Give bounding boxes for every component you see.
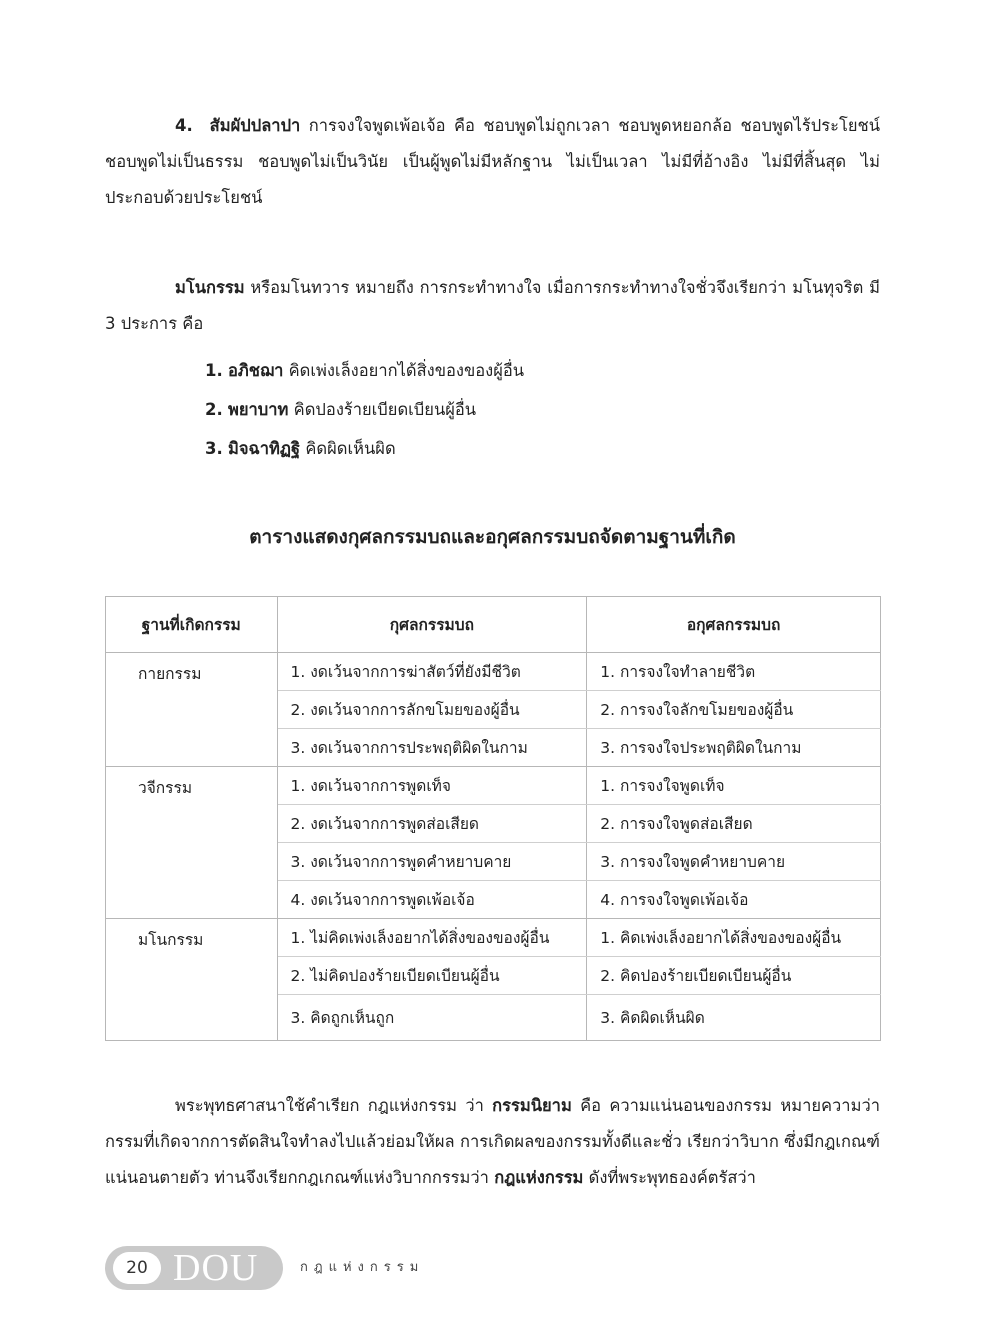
table-row [106,653,881,691]
wholesome-cell: 1. งดเว้นจากการพูดเท็จ [277,767,587,805]
unwholesome-cell: 1. การจงใจพูดเท็จ [587,767,881,805]
wholesome-cell: 3. งดเว้นจากการพูดคำหยาบคาย [277,843,587,881]
list-item [205,351,524,390]
list-item-desc: คิดผิดเห็นผิด [300,439,396,458]
closing-paragraph [105,1088,880,1196]
closing-text-1: พระพุทธศาสนาใช้คำเรียก กฎแห่งกรรม ว่า [175,1096,493,1115]
list-item [205,390,524,429]
unwholesome-cell: 2. การจงใจลักขโมยของผู้อื่น [587,691,881,729]
book-title: กฎแห่งกรรม [300,1260,425,1275]
wholesome-cell: 1. ไม่คิดเพ่งเล็งอยากได้สิ่งของของผู้อื่น [277,919,587,957]
wholesome-cell: 1. งดเว้นจากการฆ่าสัตว์ที่ยังมีชีวิต [277,653,587,691]
mano-term: มโนกรรม [175,278,245,297]
unwholesome-cell: 2. คิดปองร้ายเบียดเบียนผู้อื่น [587,957,881,995]
list-item-term: พยาบาท [228,400,289,419]
intro-item-term: สัมผัปปลาปา [209,116,301,135]
unwholesome-cell: 2. การจงใจพูดส่อเสียด [587,805,881,843]
base-cell-body: กายกรรม [106,653,278,767]
list-item-desc: คิดปองร้ายเบียดเบียนผู้อื่น [288,400,477,419]
wholesome-cell: 4. งดเว้นจากการพูดเพ้อเจ้อ [277,881,587,919]
wholesome-cell: 3. คิดถูกเห็นถูก [277,995,587,1041]
header-unwholesome: อกุศลกรรมบถ [587,597,881,653]
list-item-number: 2. [205,400,223,419]
header-wholesome: กุศลกรรมบถ [277,597,587,653]
mano-text: หรือมโนทวาร หมายถึง การกระทำทางใจ เมื่อการกระทำทางใจชั่วจึงเรียกว่า มโนทุจริต มี 3 ประการ คือ [105,278,880,333]
page-number: 20 [113,1252,161,1284]
closing-term-karma-niyama: กรรมนิยาม [492,1096,572,1115]
mano-list [205,351,524,468]
table-row [106,767,881,805]
list-item-number: 3. [205,439,223,458]
unwholesome-cell: 3. การจงใจพูดคำหยาบคาย [587,843,881,881]
intro-paragraph [105,108,880,216]
unwholesome-cell: 4. การจงใจพูดเพ้อเจ้อ [587,881,881,919]
closing-term-law-of-karma: กฎแห่งกรรม [494,1168,584,1187]
base-cell-speech: วจีกรรม [106,767,278,919]
wholesome-cell: 2. ไม่คิดปองร้ายเบียดเบียนผู้อื่น [277,957,587,995]
table-header-row [106,597,881,653]
footer-badge [105,1246,283,1290]
list-item-term: อภิชฌา [228,361,284,380]
base-cell-mind: มโนกรรม [106,919,278,1041]
mano-paragraph [105,270,880,342]
list-item-term: มิจฉาทิฏฐิ [228,439,301,458]
dou-logo: DOU [173,1247,259,1289]
unwholesome-cell: 3. การจงใจประพฤติผิดในกาม [587,729,881,767]
closing-text-3: ดังที่พระพุทธองค์ตรัสว่า [583,1168,756,1187]
closing-text-2: คือ ความแน่นอนของกรรม หมายความว่า กรรมที่เกิดจากการตัดสินใจทำลงไปแล้วย่อมให้ผล การเกิดผลของกรรมทั้งดีและชั่ว เรียกว่าวิบาก ซึ่งมีกฎเกณฑ์แน่นอนตายตัว ท่านจึงเรียกกฎเกณฑ์แห่งวิบากกรรมว่า [105,1096,880,1187]
unwholesome-cell: 3. คิดผิดเห็นผิด [587,995,881,1041]
list-item-desc: คิดเพ่งเล็งอยากได้สิ่งของของผู้อื่น [283,361,525,380]
list-item [205,429,524,468]
list-item-number: 1. [205,361,223,380]
karma-table [105,596,881,1041]
wholesome-cell: 2. งดเว้นจากการพูดส่อเสียด [277,805,587,843]
intro-item-text: การจงใจพูดเพ้อเจ้อ คือ ชอบพูดไม่ถูกเวลา ชอบพูดหยอกล้อ ชอบพูดไร้ประโยชน์ ชอบพูดไม่เป็นธรรม ชอบพูดไม่เป็นวินัย เป็นผู้พูดไม่มีหลักฐาน ไม่เป็นเวลา ไม่มีที่อ้างอิง ไม่มีที่สิ้นสุด ไม่ประกอบด้วยประโยชน์ [105,116,881,207]
unwholesome-cell: 1. คิดเพ่งเล็งอยากได้สิ่งของของผู้อื่น [587,919,881,957]
wholesome-cell: 2. งดเว้นจากการลักขโมยของผู้อื่น [277,691,587,729]
header-base: ฐานที่เกิดกรรม [106,597,278,653]
wholesome-cell: 3. งดเว้นจากการประพฤติผิดในกาม [277,729,587,767]
table-title: ตารางแสดงกุศลกรรมบถและอกุศลกรรมบถจัดตามฐานที่เกิด [249,526,736,548]
unwholesome-cell: 1. การจงใจทำลายชีวิต [587,653,881,691]
table-row [106,919,881,957]
intro-item-number: 4. [175,116,193,135]
